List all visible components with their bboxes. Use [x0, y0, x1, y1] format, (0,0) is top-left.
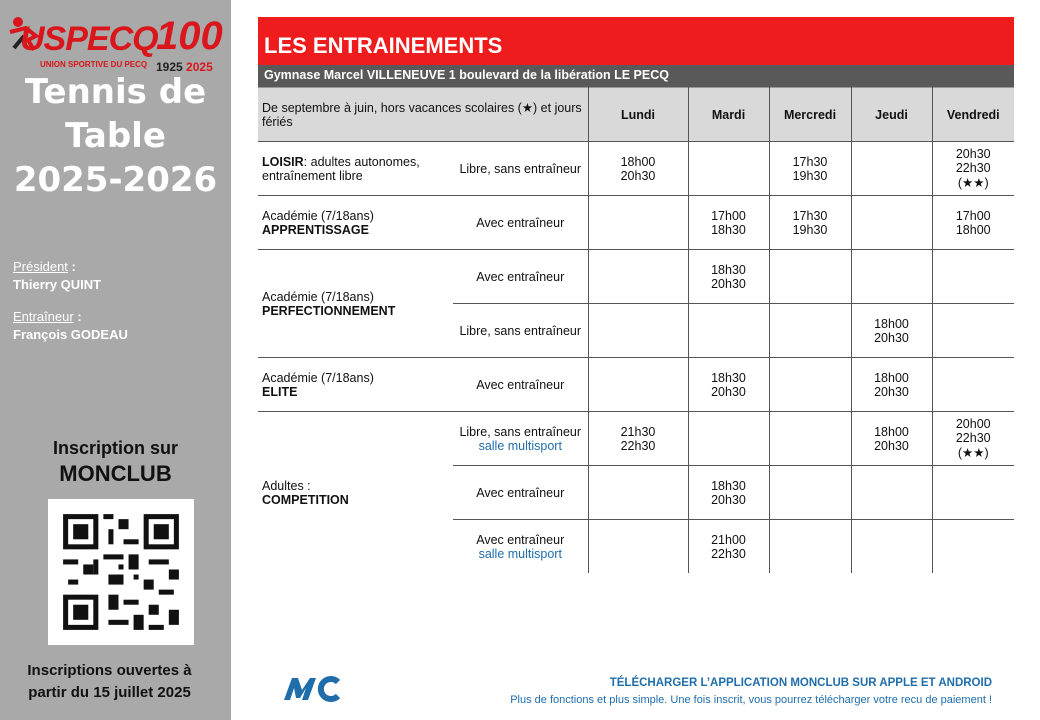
- group-desc: Académie (7/18ans): [262, 370, 374, 385]
- group-name: APPRENTISSAGE: [262, 222, 369, 237]
- time-cell: [932, 520, 1014, 574]
- page-title: [0, 70, 231, 202]
- president-name: Thierry QUINT: [13, 277, 102, 292]
- coach-name: François GODEAU: [13, 327, 128, 342]
- qr-code-image: [48, 499, 194, 645]
- time-cell: 21h30 22h30: [588, 412, 688, 466]
- time-cell: 18h30 20h30: [688, 358, 769, 412]
- room-note: salle multisport: [478, 438, 562, 453]
- table-row: [258, 358, 1014, 412]
- qr-code[interactable]: [48, 499, 194, 645]
- time-cell: 21h00 22h30: [688, 520, 769, 574]
- logo-subtitle: UNION SPORTIVE DU PECQ: [40, 60, 148, 69]
- logo-year-start: 1925: [156, 60, 183, 74]
- table-row: [258, 250, 1014, 304]
- session-type: Avec entraîneur: [476, 532, 565, 547]
- time-cell: [688, 142, 769, 196]
- time-cell: 18h00 20h30: [851, 358, 932, 412]
- monclub-logo[interactable]: [282, 674, 342, 704]
- session-type: Avec entraîneur: [453, 196, 588, 250]
- session-type: Avec entraîneur: [453, 250, 588, 304]
- title-line: Table: [65, 116, 166, 156]
- session-type: Libre, sans entraîneur: [453, 304, 588, 358]
- session-type: Avec entraîneur: [453, 358, 588, 412]
- staff-info: Président : Thierry QUINT Entraîneur : François GODEAU: [13, 259, 128, 342]
- group-name: ELITE: [262, 384, 298, 399]
- uspecq-logo: [6, 8, 226, 74]
- time-cell: [588, 358, 688, 412]
- location-text: Gymnase Marcel VILLENEUVE 1 boulevard de la libération LE PECQ: [264, 68, 669, 82]
- registration-open-notice: [0, 660, 219, 704]
- group-desc: : adultes autonomes, entraînement libre: [262, 154, 420, 183]
- time-cell: [688, 304, 769, 358]
- open-line1: Inscriptions ouvertes à: [27, 662, 192, 679]
- group-desc: Académie (7/18ans): [262, 289, 374, 304]
- table-row: [258, 142, 1014, 196]
- location-bar: [258, 65, 1014, 87]
- group-cell: [258, 196, 453, 250]
- time-cell: [851, 142, 932, 196]
- time-cell: [932, 466, 1014, 520]
- group-desc: Adultes :: [262, 478, 311, 493]
- room-note: salle multisport: [478, 546, 562, 561]
- time-cell: [588, 250, 688, 304]
- time-cell: 20h00 22h30 (★★): [932, 412, 1014, 466]
- time-cell: [851, 520, 932, 574]
- logo-year-end: 2025: [186, 60, 213, 74]
- time-cell: [769, 412, 851, 466]
- table-header-row: [258, 88, 1014, 142]
- time-cell: [932, 250, 1014, 304]
- time-cell: [769, 358, 851, 412]
- time-cell: [688, 412, 769, 466]
- day-header: Lundi: [588, 88, 688, 142]
- time-cell: [588, 196, 688, 250]
- open-line2: partir du 15 juillet 2025: [28, 684, 191, 701]
- time-cell: [769, 520, 851, 574]
- session-type: Libre, sans entraîneur: [459, 424, 582, 439]
- time-cell: 17h30 19h30: [769, 196, 851, 250]
- time-cell: [769, 466, 851, 520]
- inscription-line1: Inscription sur: [52, 438, 178, 458]
- footer-info: Plus de fonctions et plus simple. Une fois inscrit, vous pourrez télécharger votre recu de paiement !: [510, 694, 992, 706]
- time-cell: 18h00 20h30: [851, 412, 932, 466]
- group-name: LOISIR: [262, 154, 304, 169]
- group-cell: [258, 142, 453, 196]
- time-cell: 18h00 20h30: [588, 142, 688, 196]
- time-cell: 17h30 19h30: [769, 142, 851, 196]
- schedule-title: [258, 17, 1014, 65]
- time-cell: [851, 466, 932, 520]
- time-cell: [588, 520, 688, 574]
- time-cell: [588, 304, 688, 358]
- day-header: Vendredi: [932, 88, 1014, 142]
- time-cell: 18h30 20h30: [688, 466, 769, 520]
- time-cell: [769, 250, 851, 304]
- time-cell: [851, 250, 932, 304]
- schedule-title-text: LES ENTRAINEMENTS: [264, 33, 503, 58]
- president-role: Président: [13, 259, 68, 274]
- session-type-cell: [453, 412, 588, 466]
- schedule-intro: De septembre à juin, hors vacances scolaires (★) et jours fériés: [258, 88, 588, 142]
- time-cell: [932, 358, 1014, 412]
- group-name: COMPETITION: [262, 492, 349, 507]
- logo-centenary: 100: [156, 14, 223, 58]
- table-row: [258, 196, 1014, 250]
- day-header: Mercredi: [769, 88, 851, 142]
- title-line: Tennis de: [24, 72, 207, 112]
- session-type: Avec entraîneur: [453, 466, 588, 520]
- monclub-logo-icon: [282, 674, 342, 704]
- time-cell: [851, 196, 932, 250]
- logo-wordmark: USPECQ: [20, 20, 158, 58]
- time-cell: 18h30 20h30: [688, 250, 769, 304]
- group-name: PERFECTIONNEMENT: [262, 303, 396, 318]
- time-cell: 17h00 18h30: [688, 196, 769, 250]
- group-cell: [258, 412, 453, 574]
- time-cell: [932, 304, 1014, 358]
- time-cell: 17h00 18h00: [932, 196, 1014, 250]
- title-line: 2025-2026: [13, 160, 218, 200]
- time-cell: 20h30 22h30 (★★): [932, 142, 1014, 196]
- group-cell: [258, 358, 453, 412]
- day-header: Jeudi: [851, 88, 932, 142]
- group-desc: Académie (7/18ans): [262, 208, 374, 223]
- coach-role: Entraîneur: [13, 309, 74, 324]
- session-type-cell: [453, 520, 588, 574]
- time-cell: 18h00 20h30: [851, 304, 932, 358]
- day-header: Mardi: [688, 88, 769, 142]
- footer-download: TÉLÉCHARGER L’APPLICATION MONCLUB SUR APPLE ET ANDROID: [609, 677, 992, 689]
- time-cell: [588, 466, 688, 520]
- session-type: Libre, sans entraîneur: [453, 142, 588, 196]
- time-cell: [769, 304, 851, 358]
- sidebar: [0, 0, 231, 720]
- table-row: [258, 412, 1014, 466]
- schedule-table: [258, 87, 1014, 573]
- group-cell: [258, 250, 453, 358]
- inscription-block: [0, 438, 231, 487]
- inscription-line2: MONCLUB: [59, 461, 172, 486]
